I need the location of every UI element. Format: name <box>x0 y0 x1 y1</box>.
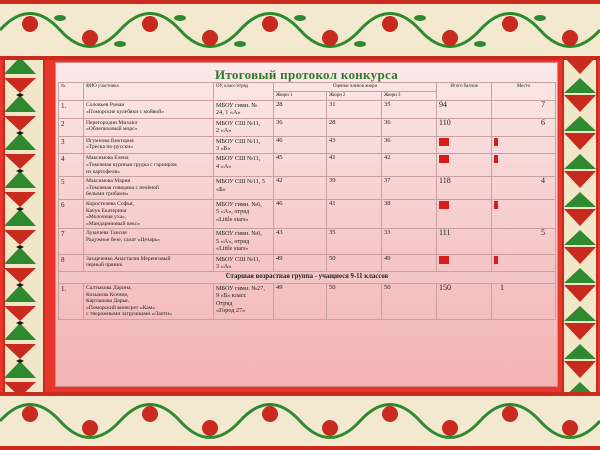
school-line: 4 «А» <box>216 162 232 170</box>
header-num: № <box>59 83 84 101</box>
total-score: 110 <box>437 118 492 136</box>
school-line: 5 «А», отряд <box>216 208 250 216</box>
score-jury1: 49 <box>274 254 327 272</box>
school-line: 5 «А», отряд <box>216 237 250 245</box>
school-class <box>214 101 274 119</box>
score-jury2: 41 <box>327 200 382 229</box>
participant-line: белыми грибами» <box>86 191 129 198</box>
score-jury1: 49 <box>274 284 327 320</box>
participant-name <box>84 284 214 320</box>
score-jury3: 42 <box>382 154 437 177</box>
score-jury3: 35 <box>382 101 437 119</box>
section-header-row <box>59 272 556 284</box>
total-score <box>437 136 492 154</box>
participant-line: Радужное безе, салат «Цезарь» <box>86 236 160 243</box>
score-jury2: 39 <box>327 177 382 200</box>
participant-line: «Мандариновый кекс» <box>86 220 140 227</box>
school-class <box>214 154 274 177</box>
results-table <box>58 82 556 320</box>
row-number: 7 <box>59 229 84 254</box>
total-score <box>437 154 492 177</box>
participant-line: Захарченко Анастасия Меренговый <box>86 255 171 262</box>
row-number: 6 <box>59 200 84 229</box>
participant-line: Качук Екатерина <box>86 207 127 214</box>
row-number: 1. <box>59 284 84 320</box>
score-jury1: 28 <box>274 101 327 119</box>
school-line: «Б» <box>216 185 226 193</box>
total-score: 111 <box>437 229 492 254</box>
highlight-mark <box>494 256 498 264</box>
participant-name <box>84 200 214 229</box>
score-jury3: 36 <box>382 136 437 154</box>
participant-name <box>84 136 214 154</box>
participant-name <box>84 177 214 200</box>
row-number: 3 <box>59 136 84 154</box>
school-line: МБОУ гимн. №6, <box>216 201 262 208</box>
table-row <box>59 229 556 254</box>
score-jury3: 38 <box>382 200 437 229</box>
score-jury2: 35 <box>327 229 382 254</box>
total-score <box>437 254 492 272</box>
protocol-panel <box>55 62 558 387</box>
participant-line: Лукичева Таисия <box>86 230 127 237</box>
school-line: Отряд <box>216 299 233 307</box>
table-row <box>59 284 556 320</box>
school-line: 24, 1 «А» <box>216 109 241 117</box>
score-jury1: 46 <box>274 136 327 154</box>
score-jury1: 36 <box>274 118 327 136</box>
participant-line: с творожными затрушками «Лапти» <box>86 311 172 318</box>
highlight-mark <box>494 155 498 163</box>
header-jury1: Жюри 1 <box>274 92 327 101</box>
row-number: 4 <box>59 154 84 177</box>
score-jury1: 45 <box>274 154 327 177</box>
table-row <box>59 200 556 229</box>
table-row <box>59 177 556 200</box>
school-line: МБОУ гимн. № <box>216 102 258 109</box>
score-jury3: 49 <box>382 254 437 272</box>
school-line: 2 «А» <box>216 127 232 135</box>
school-line: 3 «А» <box>216 263 232 270</box>
participant-name <box>84 254 214 272</box>
place-value: 6 <box>492 118 556 136</box>
highlight-mark <box>439 138 449 146</box>
row-number: 2 <box>59 118 84 136</box>
score-jury2: 28 <box>327 118 382 136</box>
participant-name <box>84 229 214 254</box>
total-score <box>437 200 492 229</box>
score-jury1: 43 <box>274 229 327 254</box>
participant-line: Соловьев Роман <box>86 102 125 108</box>
highlight-mark <box>439 201 449 209</box>
score-jury3: 50 <box>382 284 437 320</box>
school-class <box>214 118 274 136</box>
school-line: МБОУ СШ №11, <box>216 137 261 145</box>
school-line: МБОУ гимн. №6, <box>216 230 262 238</box>
score-jury2: 41 <box>327 154 382 177</box>
participant-line: из картофеля» <box>86 168 120 175</box>
score-jury2: 43 <box>327 136 382 154</box>
header-total: Итого баллов <box>437 83 492 101</box>
participant-line: «Облепиховый морс» <box>86 126 138 133</box>
school-line: 9 «Б» класс <box>216 292 247 300</box>
score-jury1: 42 <box>274 177 327 200</box>
participant-line: «Треска по-русски» <box>86 144 134 151</box>
school-class <box>214 284 274 320</box>
table-header-row <box>59 83 556 92</box>
school-class <box>214 136 274 154</box>
school-class <box>214 200 274 229</box>
place-value: 5 <box>492 229 556 254</box>
place-value: 1 <box>492 284 556 320</box>
participant-name <box>84 154 214 177</box>
school-line: «Город 27» <box>216 307 246 315</box>
highlight-mark <box>439 155 449 163</box>
score-jury1: 46 <box>274 200 327 229</box>
school-line: МБОУ СШ №11, <box>216 255 261 263</box>
score-jury2: 50 <box>327 284 382 320</box>
place-value <box>492 200 556 229</box>
header-name: ФИО участника <box>84 83 214 101</box>
school-line: «Little stars» <box>216 215 249 223</box>
participant-line: Салтыкова Дарина, <box>86 285 132 291</box>
participant-line: Карташова Дарья. <box>86 298 130 305</box>
score-jury2: 31 <box>327 101 382 119</box>
header-place: Место <box>492 83 556 101</box>
participant-line: Коростелева Софья, <box>86 201 134 207</box>
participant-line: Игумнова Виктория <box>86 137 134 144</box>
participant-line: «Молочная уха», <box>86 214 127 221</box>
participant-line: черный пряник <box>86 262 123 269</box>
school-class <box>214 177 274 200</box>
participant-name <box>84 118 214 136</box>
row-number: 5 <box>59 177 84 200</box>
participant-line: «Поморский винегрет «Кам» <box>86 304 156 311</box>
participant-line: Козьмова Ксения, <box>86 291 129 298</box>
section-title: Старшая возрастная группа - учащиеся 9-11 классов <box>59 272 556 284</box>
place-value: 4 <box>492 177 556 200</box>
school-line: МБОУ СШ №11, 5 <box>216 178 266 186</box>
table-row <box>59 254 556 272</box>
place-value: 7 <box>492 101 556 119</box>
header-jury2: Жюри 2 <box>327 92 382 101</box>
school-line: 3 «Б» <box>216 145 231 153</box>
score-jury3: 37 <box>382 177 437 200</box>
total-score: 118 <box>437 177 492 200</box>
place-value <box>492 154 556 177</box>
header-jury3: Жюри 3 <box>382 92 437 101</box>
score-jury3: 36 <box>382 118 437 136</box>
highlight-mark <box>494 138 498 146</box>
total-score: 150 <box>437 284 492 320</box>
school-line: МБОУ гимн. №27, <box>216 285 265 292</box>
school-class <box>214 254 274 272</box>
row-number: 1. <box>59 101 84 119</box>
participant-line: «Томленая говядина с печёной <box>86 184 159 191</box>
table-row <box>59 154 556 177</box>
place-value <box>492 254 556 272</box>
participant-line: «Поморские кулебяки с мойвой» <box>86 108 164 115</box>
school-line: МБОУ СШ №11, <box>216 155 261 163</box>
school-line: МБОУ СШ №11, <box>216 119 261 127</box>
header-jury-group: Оценки членов жюри <box>274 83 437 92</box>
header-ou: ОУ, класс/отряд <box>214 83 274 101</box>
score-jury3: 33 <box>382 229 437 254</box>
total-score: 94 <box>437 101 492 119</box>
row-number: 8 <box>59 254 84 272</box>
participant-line: Перегородин Михаил <box>86 119 138 126</box>
school-line: «Little stars» <box>216 245 249 253</box>
table-row <box>59 118 556 136</box>
table-row <box>59 136 556 154</box>
participant-line: Максимова Елена <box>86 155 129 162</box>
school-class <box>214 229 274 254</box>
highlight-mark <box>494 201 498 209</box>
table-row <box>59 101 556 119</box>
page-title: Итоговый протокол конкурса <box>214 67 399 82</box>
table-body <box>59 101 556 320</box>
participant-line: Максимова Мария <box>86 178 131 185</box>
score-jury2: 50 <box>327 254 382 272</box>
place-value <box>492 136 556 154</box>
participant-line: «Томленая куриная грудка с гарниром <box>86 162 177 169</box>
participant-name <box>84 101 214 119</box>
highlight-mark <box>439 256 449 264</box>
